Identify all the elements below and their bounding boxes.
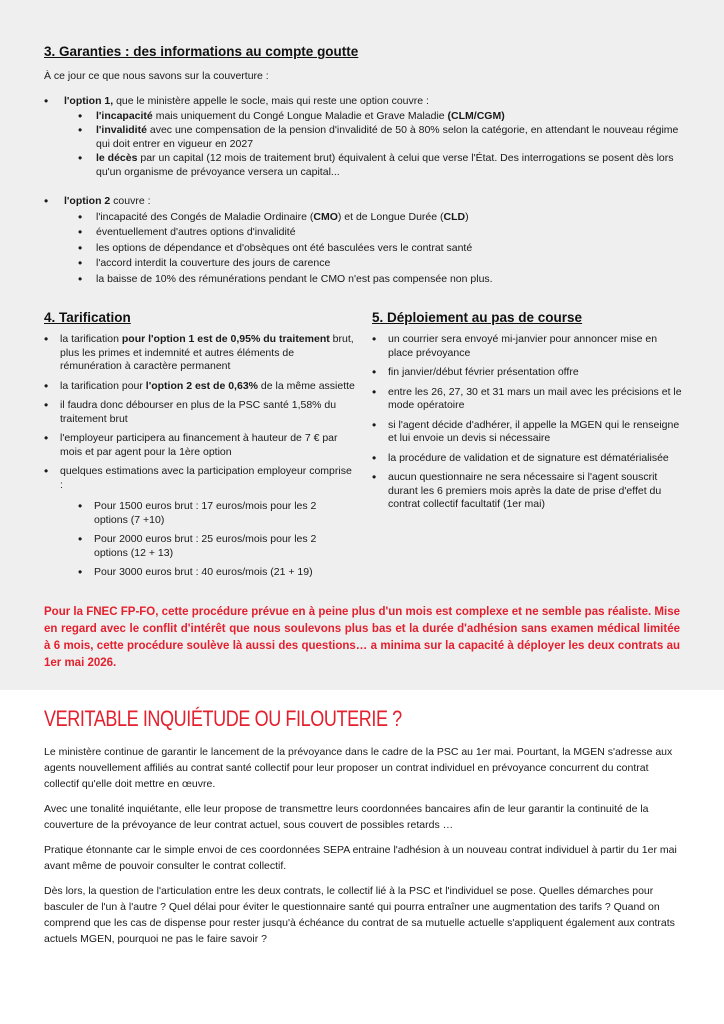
- estimates-list: [78, 500, 328, 580]
- section-4-title: 4. Tarification: [44, 310, 131, 325]
- list-item: [78, 152, 684, 179]
- item-text: brut, plus les primes et indemnité et autres éléments de rémunération à caractère permanent: [60, 333, 354, 372]
- article: [44, 706, 684, 947]
- item-bold: CMO: [313, 210, 338, 223]
- section-5: [372, 310, 684, 518]
- item-text: ): [465, 210, 469, 223]
- option1-sublist: [78, 110, 684, 180]
- list-item: • l'employeur participera au financement à hauteur de 7 € par mois et par agent pour la 1ère option: [44, 432, 356, 459]
- section-3-title: 3. Garanties : des informations au compte goutte: [44, 44, 359, 59]
- option1-label: l'option 1,: [64, 95, 114, 107]
- item-text: mais uniquement du Congé Longue Maladie et Grave Maladie: [152, 109, 448, 122]
- item-text: ) et de Longue Durée (: [337, 210, 444, 223]
- list-item: • si l'agent décide d'adhérer, il appelle la MGEN qui le renseigne et lui envoie un devis si nécessaire: [372, 419, 684, 446]
- article-title: VERITABLE INQUIÉTUDE OU FILOUTERIE ?: [44, 706, 402, 731]
- item-text: par un capital (12 mois de traitement brut) équivalent à celui que verse l'État. Des interrogations se posent dès lors qu'un organisme de prévoyance versera un capital...: [96, 152, 674, 178]
- list-item: • un courrier sera envoyé mi-janvier pour annoncer mise en place prévoyance: [372, 333, 684, 360]
- option2-item: [44, 195, 684, 286]
- red-note: Pour la FNEC FP-FO, cette procédure prévue en à peine plus d'un mois est complexe et ne semble pas réaliste. Mise en regard avec le conflit d'intérêt que nous soulevons plus bas et la durée d'adhésion sans examen médical limitée à 6 mois, cette procédure soulève là aussi des questions… a minima sur la capacité à déployer les deux contrats au 1er mai 2026.: [44, 606, 680, 669]
- list-item: • aucun questionnaire ne sera nécessaire si l'agent souscrit durant les 6 premiers mois après la date de prise d'effet du contrat collectif facultatif (1er mai): [372, 471, 684, 512]
- list-item: [44, 465, 356, 580]
- item-bold: l'invalidité: [96, 124, 147, 136]
- item-bold: (CLM/CGM): [447, 109, 505, 122]
- option2-label: l'option 2: [64, 195, 111, 207]
- item-bold: l'incapacité: [96, 109, 153, 122]
- list-item: • entre les 26, 27, 30 et 31 mars un mail avec les précisions et le mode opératoire: [372, 386, 684, 413]
- section-5-title: 5. Déploiement au pas de course: [372, 310, 583, 325]
- item-bold: pour l'option 1 est de 0,95% du traitement: [121, 333, 330, 345]
- option2-sublist: [78, 211, 684, 287]
- article-paragraph: Le ministère continue de garantir le lancement de la prévoyance dans le cadre de la PSC au 1er mai. Pourtant, la MGEN s'adresse aux agents nouvellement affiliés au contrat santé collectif pour leur proposer un contrat individuel en prévoyance concurrent du contrat collectif qu'elle doit mettre en œuvre.: [44, 746, 673, 790]
- item-bold: le décès: [96, 152, 138, 164]
- list-item: [78, 110, 684, 124]
- list-item: • Pour 2000 euros brut : 25 euros/mois pour les 2 options (12 + 13): [78, 533, 328, 560]
- list-item: [44, 333, 356, 374]
- option1-rest: que le ministère appelle le socle, mais qui reste une option couvre :: [113, 95, 429, 107]
- list-item: • l'accord interdit la couverture des jours de carence: [78, 257, 684, 271]
- item-text: de la même assiette: [258, 379, 355, 392]
- section-4: [44, 310, 356, 586]
- list-item: • la procédure de validation et de signature est dématérialisée: [372, 452, 684, 466]
- deploiement-list: [372, 333, 684, 512]
- list-item: [44, 380, 356, 394]
- list-item: • il faudra donc débourser en plus de la PSC santé 1,58% du traitement brut: [44, 399, 356, 426]
- tarification-list: [44, 333, 356, 580]
- item-text: la tarification: [60, 333, 122, 345]
- item-text: quelques estimations avec la participation employeur comprise :: [60, 465, 352, 491]
- section-3-intro: À ce jour ce que nous savons sur la couverture :: [44, 70, 269, 82]
- article-paragraph: Pratique étonnante car le simple envoi de ces coordonnées SEPA entraine l'adhésion à un nouveau contrat individuel à partir du 1er mai avant même de pouvoir consulter le contrat collectif.: [44, 844, 677, 872]
- option2-list: [44, 195, 684, 286]
- list-item: • Pour 3000 euros brut : 40 euros/mois (21 + 19): [78, 566, 328, 580]
- list-item: [78, 124, 684, 151]
- list-item: [78, 211, 684, 225]
- list-item: • Pour 1500 euros brut : 17 euros/mois pour les 2 options (7 +10): [78, 500, 328, 527]
- section-3: [44, 44, 684, 288]
- article-paragraph: Dès lors, la question de l'articulation entre les deux contrats, le collectif lié à la PSC et l'individuel se pose. Quelles démarches pour basculer de l'un à l'autre ? Quel délai pour éviter le questionnaire santé qui pourra entraîner une augmentation des tarifs ? Quand on comprend que les cas de dispense pour rester jusqu'à échéance du contrat de sa mutuelle actuelle s'appliquent également aux contrats actuels MGEN, pourquoi ne pas le faire savoir ?: [44, 885, 675, 945]
- list-item: • les options de dépendance et d'obsèques ont été basculées vers le contrat santé: [78, 242, 684, 256]
- option1-list: [44, 95, 684, 179]
- red-note-box: [44, 604, 680, 672]
- item-text: l'incapacité des Congés de Maladie Ordinaire (: [96, 210, 314, 223]
- item-text: la tarification pour: [60, 379, 146, 392]
- list-item: • la baisse de 10% des rémunérations pendant le CMO n'est pas compensée non plus.: [78, 273, 684, 287]
- item-bold: CLD: [443, 210, 466, 223]
- item-bold: l'option 2 est de 0,63%: [145, 379, 258, 392]
- item-text: avec une compensation de la pension d'invalidité de 50 à 80% selon la catégorie, en attendant le nouveau régime qui doit entrer en vigueur en 2027: [96, 124, 679, 150]
- option2-rest: couvre :: [110, 195, 151, 207]
- list-item: • éventuellement d'autres options d'invalidité: [78, 226, 684, 240]
- article-paragraph: Avec une tonalité inquiétante, elle leur propose de transmettre leurs coordonnées bancaires afin de leur garantir la continuité de la couverture de la prévoyance de leur contrat actuel, sous couvert de possibles retards …: [44, 803, 649, 831]
- list-item: • fin janvier/début février présentation offre: [372, 366, 684, 380]
- option1-item: [44, 95, 684, 179]
